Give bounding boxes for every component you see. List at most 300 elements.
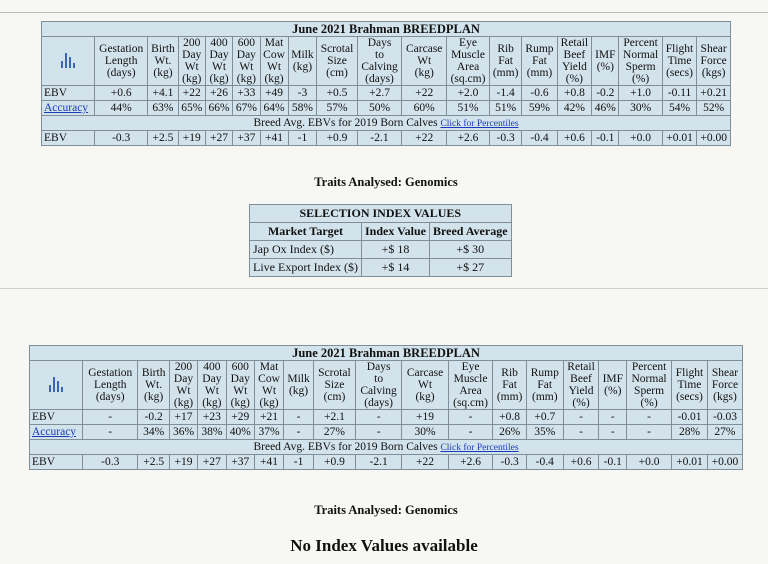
header-line: Rump	[525, 43, 554, 55]
accuracy-value: 37%	[254, 425, 283, 440]
accuracy-cell	[30, 425, 83, 440]
ebv-value: +26	[205, 86, 232, 101]
header-line: (kg)	[264, 73, 284, 85]
header-line: (days)	[365, 73, 394, 85]
column-header	[317, 37, 357, 86]
column-header	[563, 361, 599, 410]
header-line: 200	[183, 37, 201, 49]
accuracy-value: 40%	[226, 425, 254, 440]
header-line: Normal	[631, 373, 667, 385]
header-line: Percent	[631, 361, 667, 373]
ebv-value: +17	[169, 410, 197, 425]
ebv-value: -0.6	[522, 86, 557, 101]
index-breed-average: +$ 27	[430, 259, 512, 277]
header-line: Area	[459, 385, 482, 397]
header-line: Day	[182, 49, 202, 61]
header-line: Wt	[176, 385, 191, 397]
index-breed-average: +$ 30	[430, 241, 512, 259]
header-line: (kg)	[153, 67, 173, 79]
header-line: Wt	[212, 61, 227, 73]
header-line: (kg)	[173, 397, 194, 409]
ebv-value: -0.11	[662, 86, 697, 101]
index-value: +$ 14	[361, 259, 429, 277]
header-line: Fat	[537, 379, 553, 391]
breed-ebv-value: +41	[254, 455, 283, 470]
ebv-value: +21	[254, 410, 283, 425]
ebv-value: +22	[402, 86, 447, 101]
accuracy-value: 66%	[205, 101, 232, 116]
ebv-value: -	[284, 410, 314, 425]
header-line: Cow	[258, 373, 280, 385]
header-line: (mm)	[496, 391, 523, 403]
header-line: Length	[93, 379, 127, 391]
header-line: (kg)	[288, 385, 309, 397]
header-line: to	[375, 49, 384, 61]
column-header	[254, 361, 283, 410]
column-header	[672, 361, 708, 410]
header-line: Size	[324, 379, 345, 391]
header-line: Wt.	[154, 55, 172, 67]
breed-ebv-value: +22	[402, 455, 448, 470]
ebv-value: +19	[402, 410, 448, 425]
column-header	[226, 361, 254, 410]
header-line: Mat	[259, 361, 279, 373]
ebv-value: -	[599, 410, 627, 425]
header-line: Gestation	[99, 43, 144, 55]
accuracy-value: 46%	[592, 101, 619, 116]
header-line: (kg)	[415, 391, 435, 403]
accuracy-value: 58%	[288, 101, 317, 116]
header-line: IMF	[595, 49, 616, 61]
breed-ebv-value: +37	[233, 131, 260, 146]
header-line: Length	[104, 55, 138, 67]
breed-ebv-label: EBV	[30, 455, 83, 470]
breed-ebv-value: +0.9	[317, 131, 357, 146]
top-divider	[0, 0, 768, 13]
header-line: Area	[456, 61, 480, 73]
accuracy-value: 54%	[662, 101, 697, 116]
breed-avg-caption	[42, 116, 731, 131]
breed-ebv-row	[30, 455, 743, 470]
breed-ebv-value: -0.4	[526, 455, 563, 470]
header-line: Day	[236, 49, 256, 61]
header-line: (cm)	[323, 391, 346, 403]
breed-ebv-value: -0.1	[592, 131, 619, 146]
accuracy-link[interactable]: Accuracy	[44, 102, 89, 114]
breed-ebv-value: +19	[169, 455, 197, 470]
accuracy-value: -	[599, 425, 627, 440]
accuracy-row	[42, 101, 731, 116]
header-line: (kg)	[182, 73, 202, 85]
breed-ebv-value: +2.5	[138, 455, 169, 470]
index-name: Jap Ox Index ($)	[250, 241, 362, 259]
accuracy-value: 51%	[489, 101, 521, 116]
accuracy-value: 26%	[493, 425, 527, 440]
ebv-value: -3	[288, 86, 317, 101]
accuracy-value: 64%	[260, 101, 288, 116]
breed-ebv-value: +37	[226, 455, 254, 470]
header-line: (%)	[640, 397, 658, 409]
percentiles-link[interactable]: Click for Percentiles	[440, 118, 519, 129]
accuracy-value: -	[563, 425, 599, 440]
accuracy-value: 30%	[402, 425, 448, 440]
header-line: Milk	[291, 49, 314, 61]
header-line: (mm)	[492, 67, 519, 79]
column-header	[233, 37, 260, 86]
ebv-row	[30, 410, 743, 425]
header-line: Shear	[711, 367, 739, 379]
header-line: Days	[367, 37, 392, 49]
ebv-value: -	[563, 410, 599, 425]
header-line: Wt.	[145, 379, 163, 391]
column-header	[284, 361, 314, 410]
accuracy-value: 63%	[148, 101, 178, 116]
header-line: Carcase	[406, 367, 444, 379]
accuracy-row	[30, 425, 743, 440]
column-header	[707, 361, 742, 410]
header-line: Gestation	[88, 367, 133, 379]
header-line: Beef	[570, 373, 592, 385]
header-line: (kg)	[230, 397, 250, 409]
column-header	[178, 37, 205, 86]
accuracy-value: 50%	[357, 101, 402, 116]
ebv-value: +0.21	[697, 86, 731, 101]
breed-ebv-value: +2.6	[448, 455, 493, 470]
header-line: (kg)	[202, 397, 222, 409]
breed-ebv-value: -1	[288, 131, 317, 146]
accuracy-value: -	[284, 425, 314, 440]
breed-ebv-value: +27	[205, 131, 232, 146]
column-header	[619, 37, 662, 86]
breed-ebv-value: +2.5	[148, 131, 178, 146]
ebv-value: +49	[260, 86, 288, 101]
header-line: Muscle	[451, 49, 485, 61]
header-line: (cm)	[326, 67, 348, 79]
ebv-value: +29	[226, 410, 254, 425]
header-line: Birth	[141, 367, 166, 379]
header-line: Day	[230, 373, 250, 385]
ebv-value: +23	[198, 410, 226, 425]
header-line: (sq.cm)	[453, 397, 488, 409]
accuracy-value: 27%	[313, 425, 355, 440]
breed-ebv-value: +0.01	[672, 455, 708, 470]
header-line: (%)	[572, 397, 590, 409]
breed-avg-text: Breed Avg. EBVs for 2019 Born Calves	[253, 440, 438, 453]
breed-ebv-value: -0.3	[489, 131, 521, 146]
traits-analysed: Traits Analysed: Genomics	[314, 175, 458, 189]
breed-ebv-value: -0.1	[599, 455, 627, 470]
header-row	[30, 361, 743, 410]
ebv-value: +2.0	[447, 86, 490, 101]
column-header	[526, 361, 563, 410]
breedplan-table-1	[41, 21, 731, 146]
accuracy-value: 60%	[402, 101, 447, 116]
accuracy-link[interactable]: Accuracy	[32, 426, 77, 438]
col-market-target: Market Target	[250, 223, 362, 241]
breed-ebv-value: +0.6	[557, 131, 592, 146]
accuracy-value: 35%	[526, 425, 563, 440]
breed-ebv-value: -2.1	[357, 131, 402, 146]
header-line: (kgs)	[713, 391, 737, 403]
breedplan-title: June 2021 Brahman BREEDPLAN	[42, 22, 731, 37]
breed-ebv-value: +19	[178, 131, 205, 146]
ebv-value: -0.01	[672, 410, 708, 425]
accuracy-value: -	[355, 425, 401, 440]
header-line: Wt	[233, 385, 248, 397]
column-header	[402, 361, 448, 410]
header-line: (%)	[565, 73, 584, 85]
header-line: Fat	[502, 379, 517, 391]
column-header	[697, 37, 731, 86]
header-line: (%)	[631, 73, 650, 85]
header-line: Sperm	[625, 61, 656, 73]
header-line: (kg)	[209, 73, 229, 85]
ebv-value: +2.7	[357, 86, 402, 101]
header-line: Retail	[567, 361, 595, 373]
no-index-message: No Index Values available	[290, 536, 478, 555]
ebv-value: +0.8	[493, 410, 527, 425]
header-line: (mm)	[526, 67, 553, 79]
column-header	[447, 37, 490, 86]
header-line: Milk	[287, 373, 310, 385]
column-header	[627, 361, 672, 410]
section-divider	[0, 288, 768, 289]
breed-avg-text: Breed Avg. EBVs for 2019 Born Calves	[253, 116, 438, 129]
bar-chart-icon[interactable]	[60, 52, 76, 68]
header-line: Rump	[530, 367, 559, 379]
ebv-value: -1.4	[489, 86, 521, 101]
header-line: Day	[209, 49, 229, 61]
header-line: (days)	[364, 397, 393, 409]
header-line: Days	[366, 361, 391, 373]
ebv-row	[42, 86, 731, 101]
breed-avg-caption	[30, 440, 743, 455]
header-line: Fat	[532, 55, 547, 67]
bar-chart-icon[interactable]	[48, 376, 64, 392]
breed-ebv-value: +0.0	[619, 131, 662, 146]
header-line: Rib	[497, 43, 514, 55]
ebv-value: +4.1	[148, 86, 178, 101]
accuracy-value: 59%	[522, 101, 557, 116]
accuracy-value: 36%	[169, 425, 197, 440]
accuracy-value: 30%	[619, 101, 662, 116]
header-line: Carcase	[406, 43, 443, 55]
breed-ebv-value: -0.3	[95, 131, 148, 146]
breed-ebv-value: +41	[260, 131, 288, 146]
breed-ebv-value: -1	[284, 455, 314, 470]
header-line: Calving	[361, 61, 398, 73]
column-header	[260, 37, 288, 86]
header-line: (secs)	[676, 391, 703, 403]
ebv-label: EBV	[42, 86, 95, 101]
column-header	[205, 37, 232, 86]
index-row	[250, 241, 512, 259]
accuracy-value: 42%	[557, 101, 592, 116]
header-line: Eye	[461, 361, 480, 373]
header-line: to	[374, 373, 384, 385]
breed-ebv-label: EBV	[42, 131, 95, 146]
header-line: IMF	[602, 373, 624, 385]
header-line: Flight	[675, 367, 704, 379]
header-line: Day	[202, 373, 222, 385]
accuracy-value: -	[83, 425, 138, 440]
accuracy-value: -	[627, 425, 672, 440]
header-line: (kgs)	[701, 67, 726, 79]
header-line: (sq.cm)	[450, 73, 486, 85]
ebv-value: -0.03	[707, 410, 742, 425]
header-line: 600	[231, 361, 249, 373]
header-line: (days)	[95, 391, 125, 403]
header-line: Birth	[151, 43, 175, 55]
header-line: Wt	[239, 61, 254, 73]
header-line: (kg)	[259, 397, 279, 409]
header-line: Wt	[417, 55, 432, 67]
breed-ebv-value: +0.6	[563, 455, 599, 470]
header-line: Shear	[700, 43, 727, 55]
header-line: (kg)	[144, 391, 164, 403]
breed-ebv-value: +0.0	[627, 455, 672, 470]
header-line: Wt	[261, 385, 277, 397]
column-header	[95, 37, 148, 86]
header-line: Yield	[561, 61, 587, 73]
header-line: Force	[700, 55, 727, 67]
header-line: Wt	[267, 61, 282, 73]
header-line: Wt	[184, 61, 199, 73]
header-line: Wt	[418, 379, 433, 391]
col-index-value: Index Value	[361, 223, 429, 241]
breed-ebv-value: +0.00	[707, 455, 742, 470]
header-line: 600	[237, 37, 255, 49]
ebv-value: -0.2	[592, 86, 619, 101]
percentiles-link[interactable]: Click for Percentiles	[440, 442, 519, 453]
column-header	[357, 37, 402, 86]
ebv-value: +33	[233, 86, 260, 101]
index-name: Live Export Index ($)	[250, 259, 362, 277]
breed-ebv-value: +22	[402, 131, 447, 146]
header-line: (%)	[596, 61, 614, 73]
header-line: 400	[203, 361, 221, 373]
header-line: Percent	[623, 37, 658, 49]
accuracy-value: 28%	[672, 425, 708, 440]
header-line: Sperm	[634, 385, 665, 397]
column-header	[662, 37, 697, 86]
accuracy-value: 51%	[447, 101, 490, 116]
index-row	[250, 259, 512, 277]
accuracy-value: 38%	[198, 425, 226, 440]
breed-ebv-value: -2.1	[355, 455, 401, 470]
header-line: Eye	[459, 37, 477, 49]
header-line: Wt	[204, 385, 219, 397]
column-header	[138, 361, 169, 410]
column-header	[169, 361, 197, 410]
column-header	[148, 37, 178, 86]
breed-ebv-value: +0.01	[662, 131, 697, 146]
col-breed-average: Breed Average	[430, 223, 512, 241]
column-header	[288, 37, 317, 86]
header-line: (kg)	[236, 73, 256, 85]
traits-analysed: Traits Analysed: Genomics	[314, 503, 458, 517]
header-line: Cow	[263, 49, 285, 61]
column-header	[448, 361, 493, 410]
header-line: Calving	[360, 385, 397, 397]
ebv-value: +22	[178, 86, 205, 101]
breed-ebv-value: +0.9	[313, 455, 355, 470]
breed-ebv-value: +2.6	[447, 131, 490, 146]
header-line: Force	[711, 379, 739, 391]
header-line: Day	[173, 373, 194, 385]
header-line: Retail	[560, 37, 589, 49]
breed-ebv-value: +27	[198, 455, 226, 470]
accuracy-value: 34%	[138, 425, 169, 440]
breed-ebv-value: -0.4	[522, 131, 557, 146]
ebv-label: EBV	[30, 410, 83, 425]
breedplan-table-2	[29, 345, 743, 470]
breed-ebv-row	[42, 131, 731, 146]
ebv-value: -	[83, 410, 138, 425]
column-header	[83, 361, 138, 410]
header-line: Flight	[665, 43, 694, 55]
header-line: Beef	[563, 49, 586, 61]
header-line: (secs)	[666, 67, 693, 79]
column-header	[522, 37, 557, 86]
accuracy-value: 44%	[95, 101, 148, 116]
accuracy-cell	[42, 101, 95, 116]
breed-ebv-value: +0.00	[697, 131, 731, 146]
chart-icon-cell[interactable]	[42, 37, 95, 86]
ebv-value: +0.7	[526, 410, 563, 425]
ebv-value: +0.8	[557, 86, 592, 101]
header-line: (kg)	[414, 67, 434, 79]
header-line: (mm)	[531, 391, 558, 403]
chart-icon-cell[interactable]	[30, 361, 83, 410]
header-line: 400	[210, 37, 228, 49]
header-line: Normal	[623, 49, 659, 61]
column-header	[313, 361, 355, 410]
header-line: 200	[174, 361, 193, 373]
column-header	[599, 361, 627, 410]
ebv-value: -	[448, 410, 493, 425]
column-header	[355, 361, 401, 410]
column-header	[592, 37, 619, 86]
header-line: Muscle	[453, 373, 488, 385]
accuracy-value: -	[448, 425, 493, 440]
header-line: Time	[667, 55, 692, 67]
header-line: Rib	[501, 367, 518, 379]
column-header	[557, 37, 592, 86]
breedplan-title: June 2021 Brahman BREEDPLAN	[30, 346, 743, 361]
column-header	[402, 37, 447, 86]
ebv-value: +2.1	[313, 410, 355, 425]
selection-index-table	[249, 204, 512, 277]
accuracy-value: 27%	[707, 425, 742, 440]
header-line: Mat	[264, 37, 284, 49]
header-line: Scrotal	[320, 43, 354, 55]
accuracy-value: 67%	[233, 101, 260, 116]
header-line: Scrotal	[318, 367, 351, 379]
header-line: (%)	[604, 385, 622, 397]
header-line: (days)	[106, 67, 136, 79]
accuracy-value: 57%	[317, 101, 357, 116]
breed-ebv-value: -0.3	[493, 455, 527, 470]
index-title: SELECTION INDEX VALUES	[250, 205, 512, 223]
column-header	[493, 361, 527, 410]
ebv-value: +0.5	[317, 86, 357, 101]
header-line: (kg)	[292, 61, 313, 73]
ebv-value: -0.2	[138, 410, 169, 425]
header-line: Yield	[568, 385, 594, 397]
header-line: Size	[327, 55, 347, 67]
column-header	[198, 361, 226, 410]
